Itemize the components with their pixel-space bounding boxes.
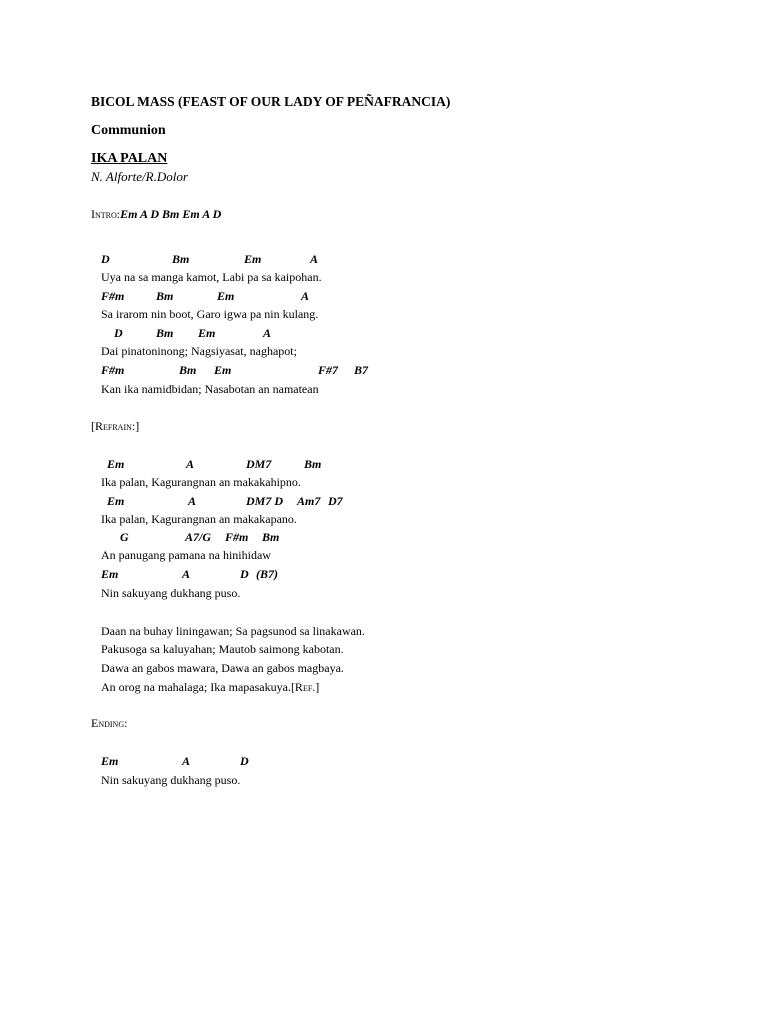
chord: F#m <box>225 530 249 544</box>
chord: DM7 D <box>246 494 284 508</box>
chord: D7 <box>328 494 343 508</box>
lyric-line: Pakusoga sa kaluyahan; Mautob saimong kabotan. <box>101 642 344 656</box>
chord: Em <box>107 494 125 508</box>
chord-line <box>101 457 701 472</box>
chord: Em <box>107 457 125 471</box>
chord-line <box>101 289 701 304</box>
lyric-line: Ika palan, Kagurangnan an makakapano. <box>101 512 297 526</box>
lyric-text: An orog na mahalaga; Ika mapasakuya. <box>101 680 291 694</box>
chord: F#m <box>101 289 125 303</box>
chord: A <box>188 494 197 508</box>
chord: A7/G <box>185 530 212 544</box>
chord: A <box>182 754 191 768</box>
lyric-line: Daan na buhay liningawan; Sa pagsunod sa linakawan. <box>101 624 365 638</box>
chord: Em <box>214 363 232 377</box>
chord-line <box>101 530 701 545</box>
chord: DM7 <box>246 457 272 471</box>
lyric-line <box>101 680 319 695</box>
lyric-line: Kan ika namidbidan; Nasabotan an namatean <box>101 382 319 396</box>
lyric-line: Nin sakuyang dukhang puso. <box>101 773 241 787</box>
song-title: IKA PALAN <box>91 151 168 166</box>
chord: B7 <box>354 363 369 377</box>
chord: Em <box>198 326 216 340</box>
lyric-line: Dawa an gabos mawara, Dawa an gabos magbaya. <box>101 661 344 675</box>
lyric-line: An panugang pamana na hinihidaw <box>101 548 271 562</box>
chord: A <box>301 289 310 303</box>
chord-line <box>101 754 701 769</box>
chord: Bm <box>156 326 174 340</box>
chord-line <box>101 363 701 378</box>
chord: G <box>120 530 129 544</box>
section-heading: Communion <box>91 123 166 138</box>
song-authors: N. Alforte/R.Dolor <box>91 169 188 184</box>
refrain-marker: [Ref.] <box>290 680 320 694</box>
chord: A <box>182 567 191 581</box>
chord-line <box>101 494 701 509</box>
chord: D <box>101 252 110 266</box>
chord: (B7) <box>256 567 278 581</box>
intro-chords: Em A D Bm Em A D <box>120 207 222 221</box>
lyric-line: Ika palan, Kagurangnan an makakahipno. <box>101 475 301 489</box>
chord-line <box>101 567 701 582</box>
lyric-line: Nin sakuyang dukhang puso. <box>101 586 241 600</box>
chord: Am7 <box>297 494 321 508</box>
chord: F#m <box>101 363 125 377</box>
chord: Em <box>244 252 262 266</box>
chord: F#7 <box>318 363 339 377</box>
chord: Em <box>101 567 119 581</box>
lyric-line: Dai pinatoninong; Nagsiyasat, naghapot; <box>101 344 297 358</box>
chord: Bm <box>172 252 190 266</box>
intro-line <box>91 207 221 222</box>
ending-label: Ending: <box>91 716 128 730</box>
lyric-line: Uya na sa manga kamot, Labi pa sa kaipohan. <box>101 270 322 284</box>
chord-line <box>101 326 701 341</box>
document-title: BICOL MASS (FEAST OF OUR LADY OF PEÑAFRANCIA) <box>91 94 451 109</box>
intro-label: Intro: <box>91 207 121 221</box>
chord: A <box>310 252 319 266</box>
chord: D <box>114 326 123 340</box>
chord-line <box>101 252 701 267</box>
chord: A <box>186 457 195 471</box>
chord: A <box>263 326 272 340</box>
chord: D <box>240 754 249 768</box>
chord: Bm <box>262 530 280 544</box>
lyric-line: Sa irarom nin boot, Garo igwa pa nin kulang. <box>101 307 319 321</box>
refrain-label: [Refrain:] <box>91 419 140 433</box>
chord: D <box>240 567 249 581</box>
chord: Em <box>101 754 119 768</box>
chord: Bm <box>156 289 174 303</box>
chord: Bm <box>179 363 197 377</box>
chord: Bm <box>304 457 322 471</box>
chord: Em <box>217 289 235 303</box>
